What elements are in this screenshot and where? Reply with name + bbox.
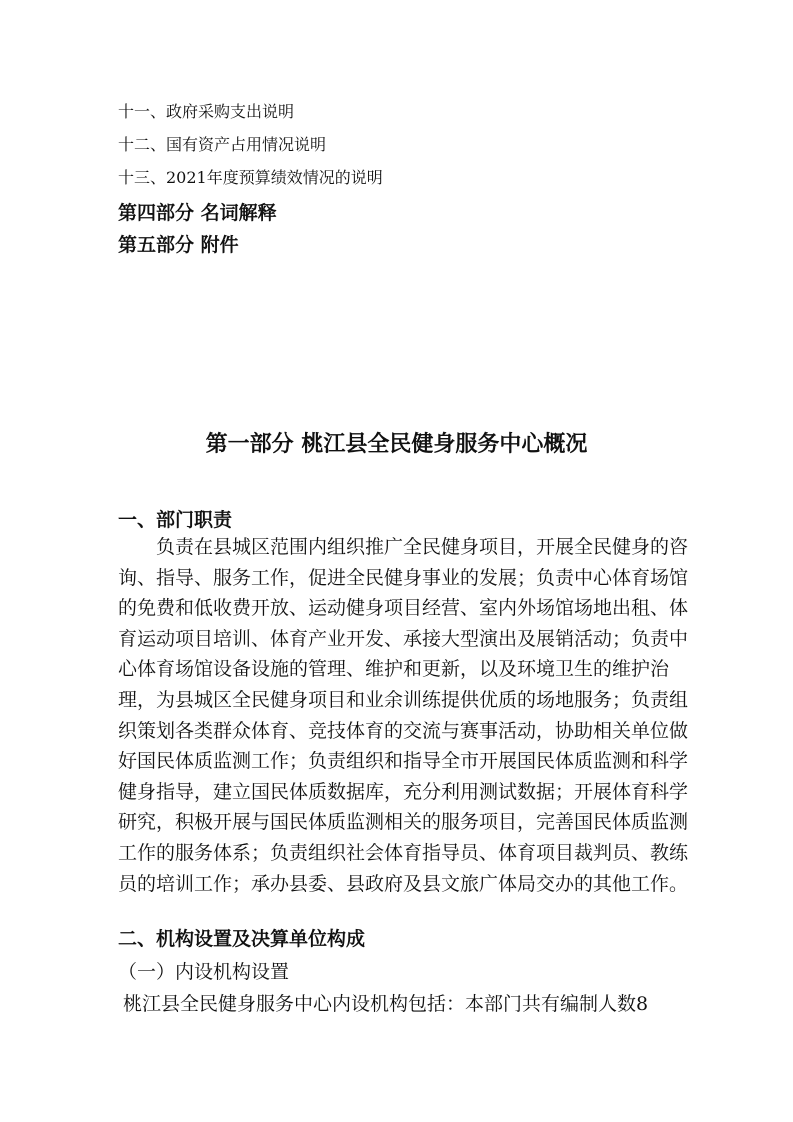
paragraph-line: 心体育场馆设备设施的管理、维护和更新，以及环境卫生的维护治: [118, 658, 670, 681]
toc-item-11: 十一、政府采购支出说明: [118, 102, 295, 121]
toc-item-13: 十三、2021年度预算绩效情况的说明: [118, 168, 383, 187]
paragraph-line: 健身指导，建立国民体质数据库，充分利用测试数据；开展体育科学: [118, 780, 689, 803]
paragraph-line: 工作的服务体系；负责组织社会体育指导员、体育项目裁判员、教练: [118, 841, 689, 864]
toc-part-5: 第五部分 附件: [118, 234, 239, 256]
toc-part-4: 第四部分 名词解释: [118, 202, 277, 224]
paragraph-line: 好国民体质监测工作；负责组织和指导全市开展国民体质监测和科学: [118, 750, 689, 773]
section-title: 第一部分 桃江县全民健身服务中心概况: [205, 432, 588, 457]
paragraph-line: 研究，积极开展与国民体质监测相关的服务项目，完善国民体质监测: [118, 811, 689, 834]
subheading-internal-units: （一）内设机构设置: [118, 961, 290, 983]
paragraph-line: 询、指导、服务工作，促进全民健身事业的发展；负责中心体育场馆: [118, 566, 689, 589]
duties-paragraph: [118, 532, 689, 899]
paragraph-line: 的免费和低收费开放、运动健身项目经营、室内外场馆场地出租、体: [118, 597, 689, 620]
heading-organization: 二、机构设置及决算单位构成: [118, 928, 366, 950]
paragraph-line: 育运动项目培训、体育产业开发、承接大型演出及展销活动；负责中: [118, 627, 689, 650]
paragraph-line: 理，为县城区全民健身项目和业余训练提供优质的场地服务；负责组: [118, 688, 689, 711]
paragraph-line: 桃江县全民健身服务中心内设机构包括：本部门共有编制人数8: [123, 993, 649, 1015]
paragraph-line: 织策划各类群众体育、竞技体育的交流与赛事活动，协助相关单位做: [118, 719, 689, 742]
toc-item-12: 十二、国有资产占用情况说明: [118, 135, 327, 154]
paragraph-line: 员的培训工作；承办县委、县政府及县文旅广体局交办的其他工作。: [118, 872, 689, 895]
paragraph-line: 负责在县城区范围内组织推广全民健身项目，开展全民健身的咨: [118, 536, 689, 558]
heading-duties: 一、部门职责: [118, 509, 233, 531]
